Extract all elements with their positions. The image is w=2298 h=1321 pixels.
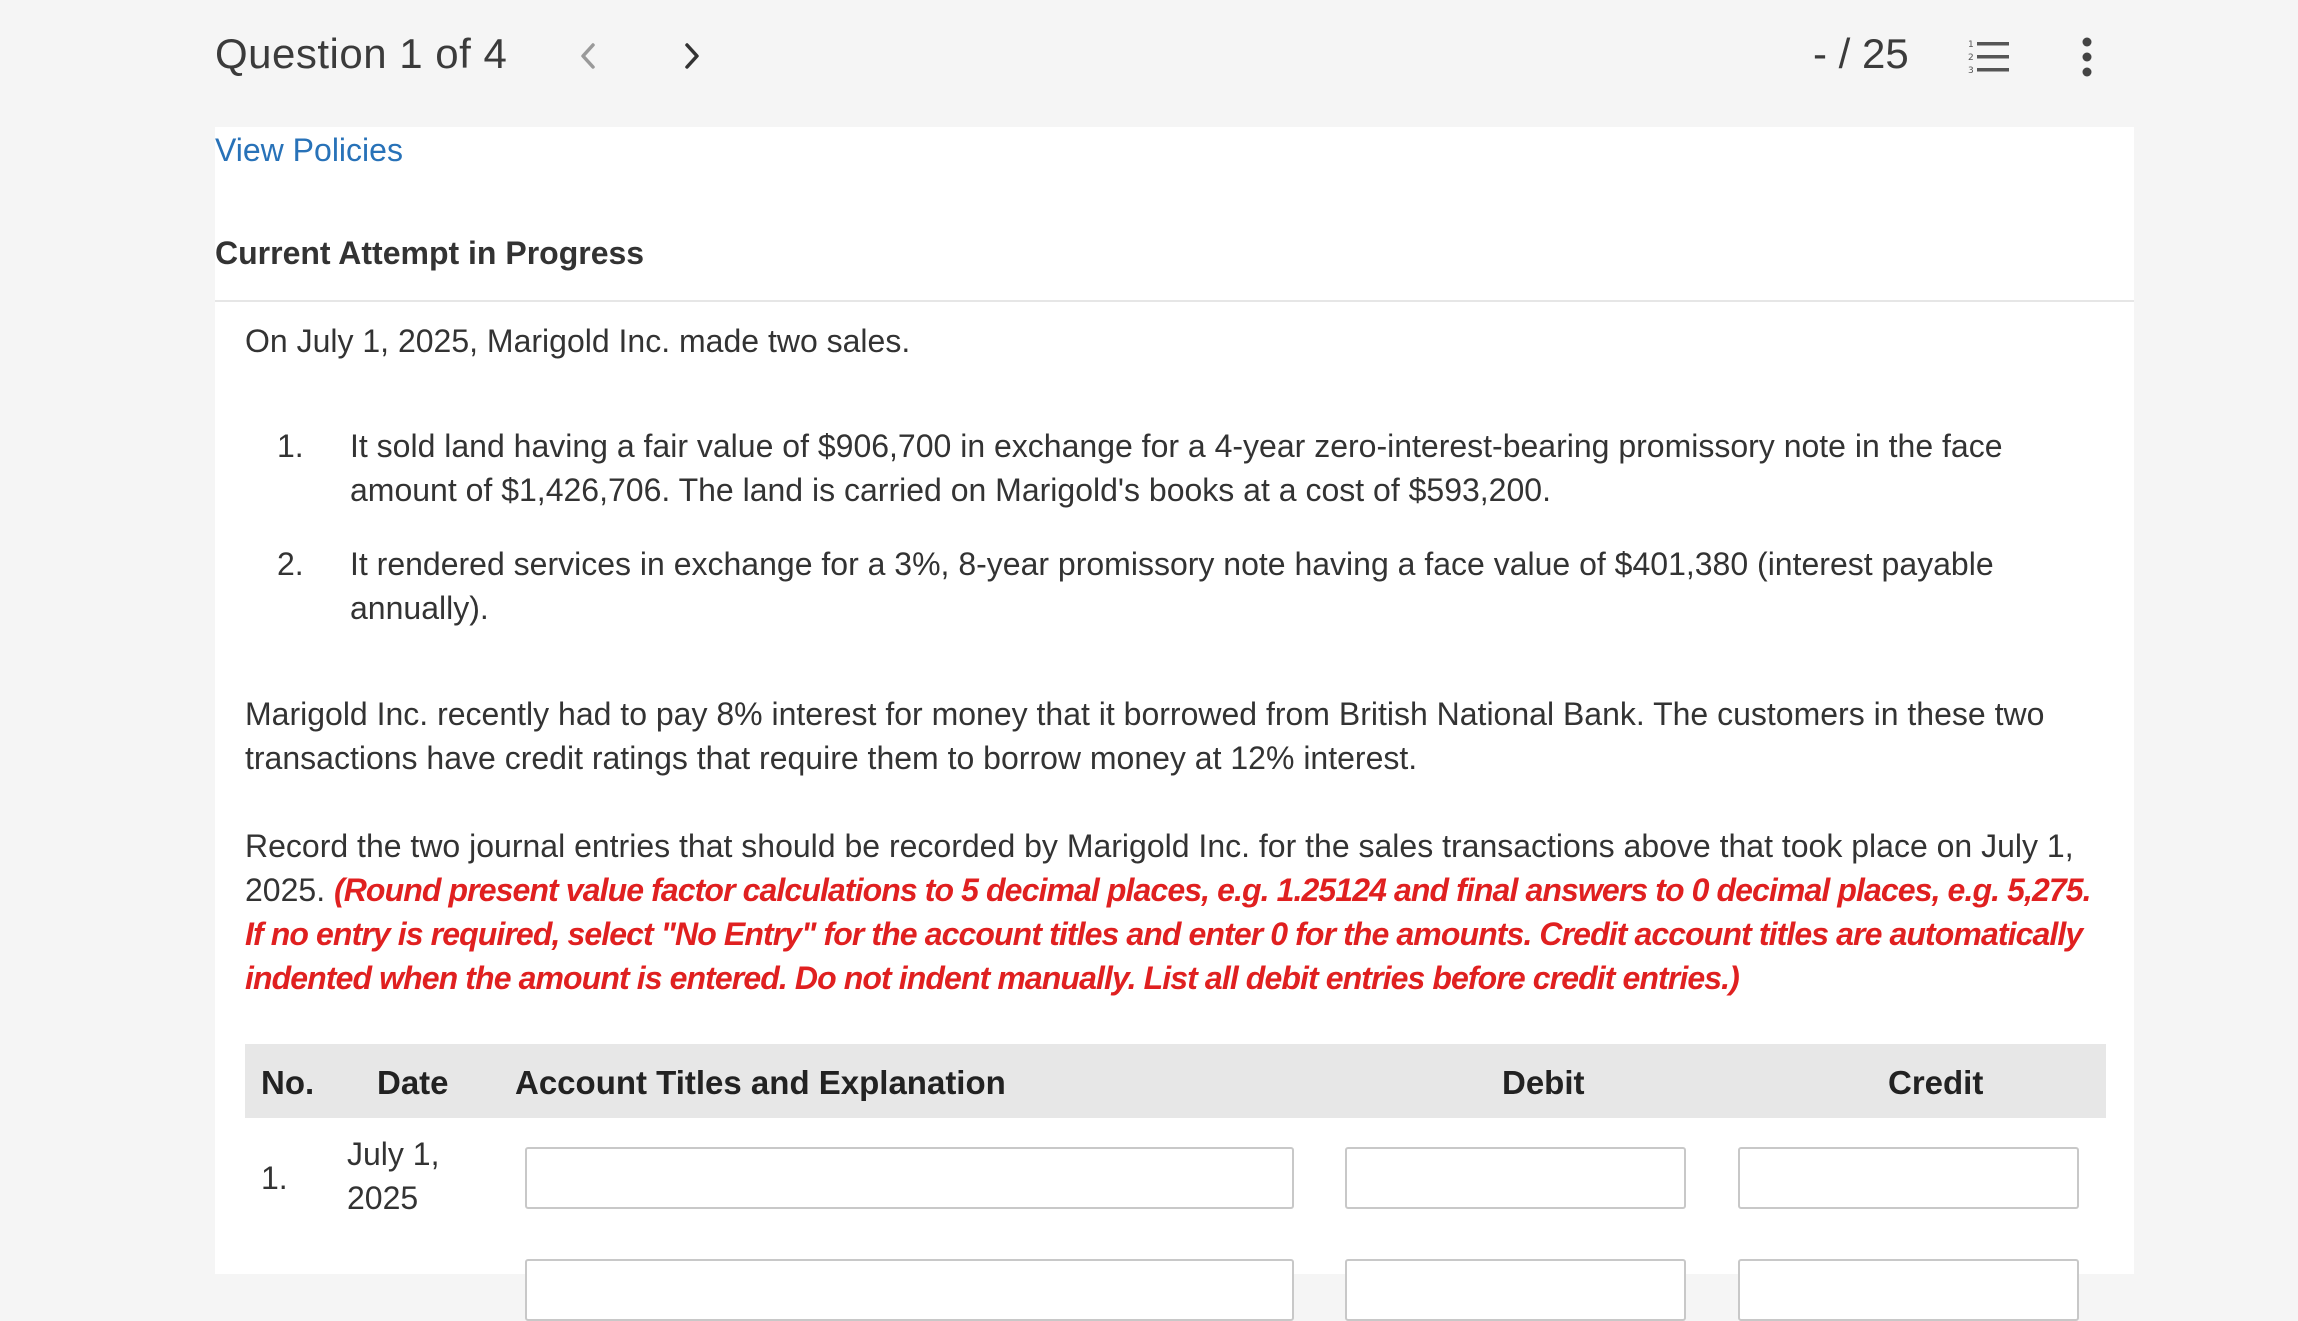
list-item-number: 2. [277, 546, 304, 582]
column-header-account: Account Titles and Explanation [515, 1064, 1006, 1101]
journal-table-header [245, 1044, 2106, 1118]
interest-rates-paragraph: Marigold Inc. recently had to pay 8% interest for money that it borrowed from British National Bank. The customers in these two transactions have credit ratings that require them to borrow money at 12% interest. [245, 696, 2045, 776]
more-options-button[interactable] [2070, 36, 2104, 80]
question-list-button[interactable] [1968, 38, 2012, 76]
debit-input[interactable] [1345, 1147, 1686, 1209]
column-header-credit: Credit [1888, 1064, 1984, 1101]
column-header-no: No. [261, 1064, 315, 1101]
list-item-text: It sold land having a fair value of $906,700 in exchange for a 4-year zero-interest-bearing promissory note in the face amount of $1,426,706. The land is carried on Marigold's books at a cost of $593,200. [350, 428, 2003, 508]
question-content [215, 127, 2134, 1274]
question-intro: On July 1, 2025, Marigold Inc. made two sales. [245, 323, 911, 359]
chevron-left-icon [578, 41, 598, 71]
column-header-debit: Debit [1502, 1064, 1585, 1101]
divider [215, 300, 2134, 302]
score-display: - / 25 [1813, 30, 1909, 77]
column-header-date: Date [377, 1064, 449, 1101]
rounding-instructions: (Round present value factor calculations to 5 decimal places, e.g. 1.25124 and final answers to 0 decimal places, e.g. 5,275. If no entry is required, select "No Entry" for the account titles and enter 0 for the amounts. Credit account titles are automatically indented when the amount is entered. Do not indent manually. List all debit entries before credit entries.) [245, 872, 2091, 996]
next-question-button[interactable] [672, 36, 712, 76]
entry-number: 1. [261, 1160, 288, 1196]
previous-question-button[interactable] [568, 36, 608, 76]
chevron-right-icon [682, 41, 702, 71]
view-policies-link[interactable]: View Policies [215, 132, 403, 168]
numbered-list-icon [1968, 38, 2012, 76]
entry-date: July 1, 2025 [347, 1136, 440, 1216]
more-vertical-icon [2070, 36, 2104, 80]
top-bar [0, 0, 2298, 127]
debit-input[interactable] [1345, 1259, 1686, 1321]
credit-input[interactable] [1738, 1259, 2079, 1321]
svg-text:3: 3 [1968, 66, 1974, 76]
account-title-input[interactable] [525, 1147, 1294, 1209]
question-counter: Question 1 of 4 [215, 30, 508, 77]
list-item-number: 1. [277, 428, 304, 464]
credit-input[interactable] [1738, 1147, 2079, 1209]
record-instruction-paragraph [245, 824, 2105, 1000]
record-instruction-text: Record the two journal entries that should be recorded by Marigold Inc. for the sales transactions above that took place on July 1, 2025. [245, 828, 2074, 908]
attempt-status-heading: Current Attempt in Progress [215, 235, 645, 271]
account-title-input[interactable] [525, 1259, 1294, 1321]
list-item-text: It rendered services in exchange for a 3%, 8-year promissory note having a face value of $401,380 (interest payable annually). [350, 546, 1994, 626]
svg-text:2: 2 [1968, 53, 1974, 63]
svg-text:1: 1 [1968, 40, 1974, 50]
